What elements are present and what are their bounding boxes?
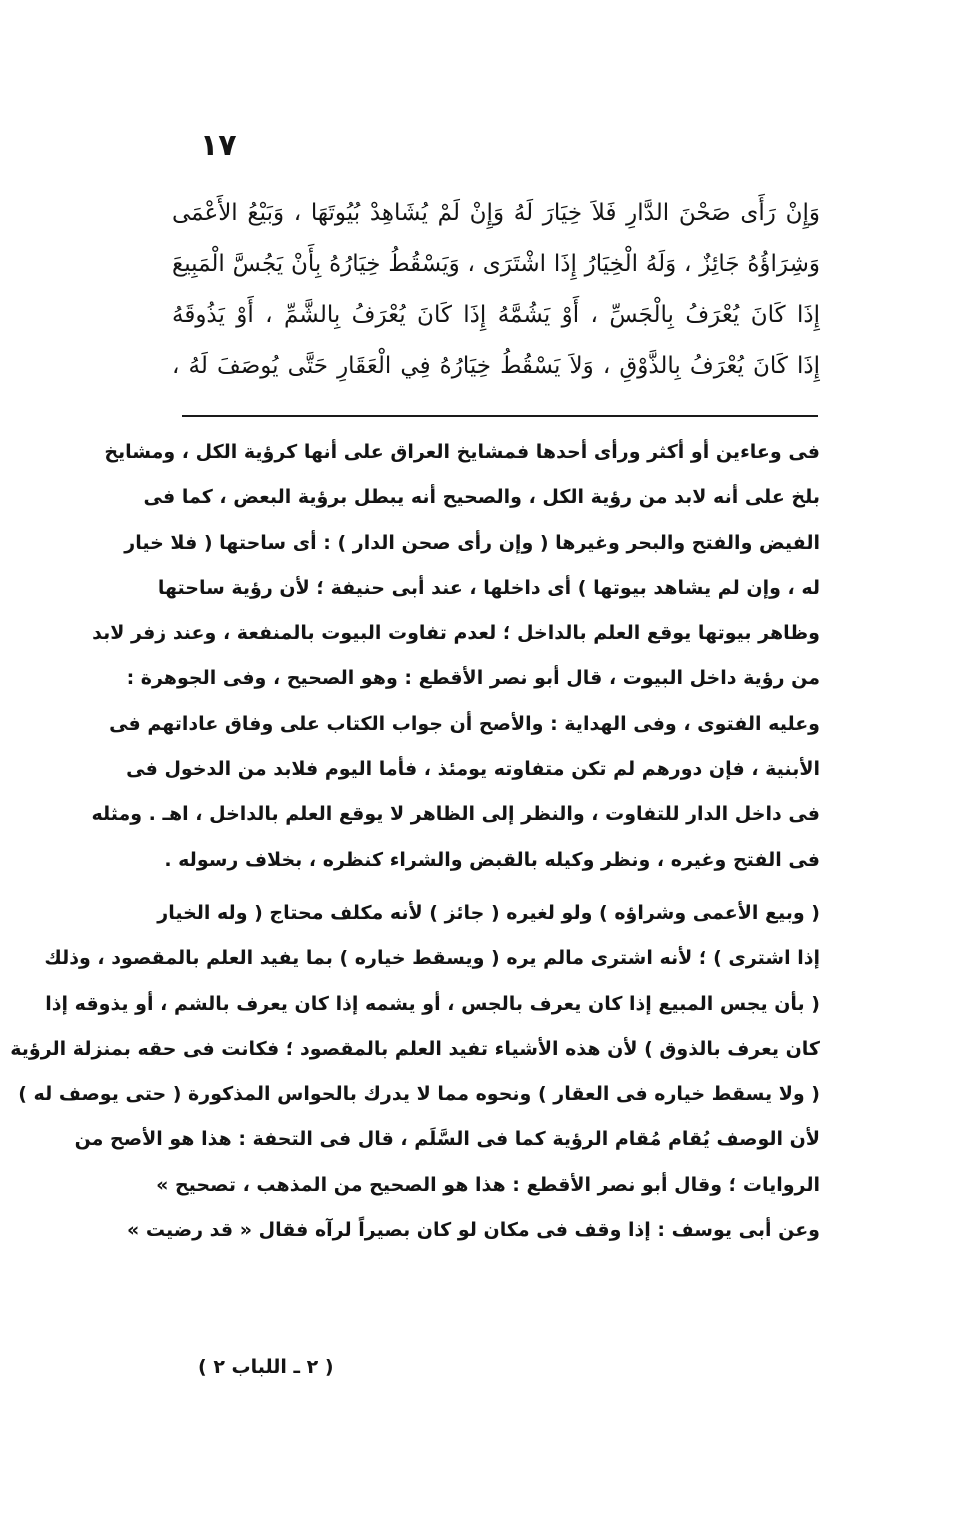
commentary-line: فى وعاءين أو أكثر ورأى أحدها فمشايخ العراق على أنها كرؤية الكل ، ومشايخ <box>104 441 820 463</box>
commentary-block <box>10 430 820 1253</box>
commentary-line: الروايات ؛ وقال أبو نصر الأقطع : هذا هو الصحيح من المذهب ، تصحيح » <box>156 1173 820 1196</box>
main-text-line: وَشِرَاؤُهُ جَائِزٌ ، وَلَهُ الْخِيَارُ إِذَا اشْتَرَى ، وَيَسْقُطُ خِيَارُهُ بِأَنْ يَجُسَّ الْمَبِيعَ <box>172 251 820 277</box>
separator-rule <box>182 415 818 417</box>
commentary-line: لأن الوصف يُقام مُقام الرؤية كما فى السَّلَم ، قال فى التحفة : هذا هو الأصح من <box>74 1128 820 1151</box>
main-text-block <box>172 188 820 392</box>
commentary-line: ( ولا يسقط خياره فى العقار ) ونحوه مما لا يدرك بالحواس المذكورة ( حتى يوصف له ) <box>18 1083 820 1106</box>
commentary-line: فى داخل الدار للتفاوت ، والنظر إلى الظاهر لا يوقع العلم بالداخل ، اهـ . ومثله <box>91 803 820 826</box>
signature-mark: ( ٢ ـ اللباب ٢ ) <box>198 1356 334 1378</box>
commentary-line: وعليه الفتوى ، وفى الهداية : والأصح أن جواب الكتاب على وفاق عاداتهم فى <box>109 712 820 735</box>
commentary-line: كان يعرف بالذوق ) لأن هذه الأشياء تفيد العلم بالمقصود ؛ فكانت فى حقه بمنزلة الرؤية <box>10 1037 820 1060</box>
commentary-line: فى الفتح وغيره ، ونظر وكيله بالقبض والشراء كنظره ، بخلاف رسوله . <box>164 848 820 871</box>
commentary-line: الأبنية ، فإن دورهم لم تكن متفاوته يومئذ ، فأما اليوم فلابد من الدخول فى <box>126 758 820 781</box>
page-number: ١٧ <box>200 128 237 163</box>
paragraph-gap <box>172 883 820 891</box>
main-text-line: وَإِنْ رَأَى صَحْنَ الدَّارِ فَلاَ خِيَارَ لَهُ وَإِنْ لَمْ يُشَاهِدْ بُيُوتَهَا ، وَبَيْعُ الأَعْمَى <box>172 200 820 226</box>
commentary-line: إذا اشترى ) ؛ لأنه اشترى مالم يره ( ويسقط خياره ) بما يفيد العلم بالمقصود ، وذلك <box>44 947 820 970</box>
commentary-line: له ، وإن لم يشاهد بيوتها ) أى داخلها ، عند أبى حنيفة ؛ لأن رؤية ساحتها <box>157 576 820 599</box>
commentary-line: الفيض والفتح والبحر وغيرها ( وإن رأى صحن الدار ) : أى ساحتها ( فلا خيار <box>124 531 820 554</box>
commentary-line: وعن أبى يوسف : إذا وقف فى مكان لو كان بصيراً لرآه فقال « قد رضيت » <box>127 1219 820 1242</box>
commentary-line: ( بأن يجس المبيع إذا كان يعرف بالجس ، أو يشمه إذا كان يعرف بالشم ، أو يذوقه إذا <box>45 992 820 1015</box>
commentary-line: بلخ على أنه لابد من رؤية الكل ، والصحيح أنه يبطل برؤية البعض ، كما فى <box>143 486 820 509</box>
commentary-line: ( وبيع الأعمى وشراؤه ) ولو لغيره ( جائز ) لأنه مكلف محتاج ( وله الخيار <box>157 901 820 924</box>
main-text-line: إِذَا كَانَ يُعْرَفُ بِالذَّوْقِ ، وَلاَ يَسْقُطُ خِيَارُهُ فِي الْعَقَارِ حَتَّى يُوصَفَ لَهُ ، <box>172 353 820 379</box>
commentary-line: من رؤية داخل البيوت ، قال أبو نصر الأقطع : وهو الصحيح ، وفى الجوهرة : <box>126 667 820 690</box>
main-text-line: إِذَا كَانَ يُعْرَفُ بِالْجَسِّ ، أَوْ يَشُمَّهُ إِذَا كَانَ يُعْرَفُ بِالشَّمِّ ، أَوْ يَذُوقَهُ <box>172 302 820 328</box>
commentary-line: وظاهر بيوتها يوقع العلم بالداخل ؛ لعدم تفاوت البيوت بالمنفعة ، وعند زفر لابد <box>92 622 820 645</box>
